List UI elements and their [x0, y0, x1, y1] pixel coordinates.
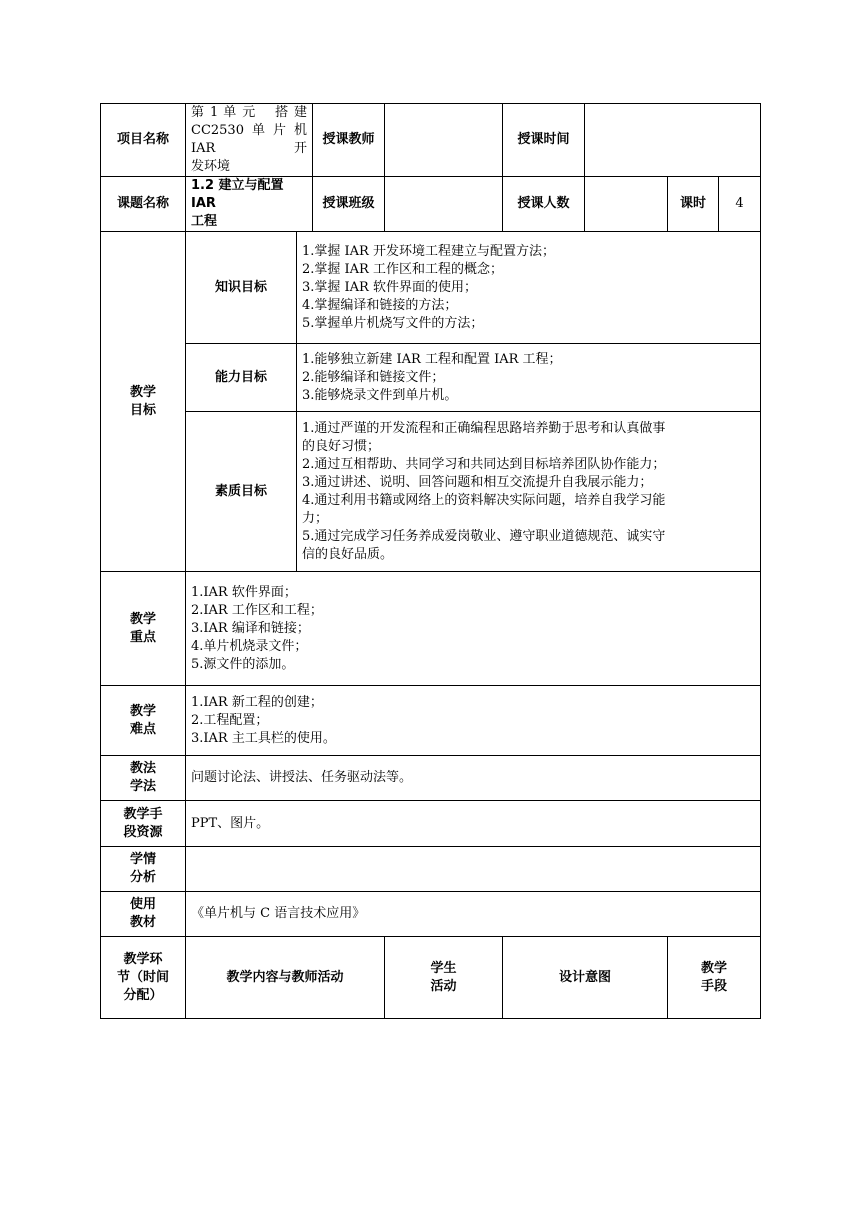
- list-item: 2.能够编译和链接文件；: [302, 369, 445, 385]
- goals-label: 教学 目标: [101, 232, 186, 572]
- quality-goal-label: 素质目标: [186, 412, 297, 572]
- time-label: 授课时间: [503, 104, 585, 177]
- topic-label: 课题名称: [101, 177, 186, 232]
- list-item: 3.IAR 主工具栏的使用。: [191, 730, 336, 746]
- time-value: [585, 104, 761, 177]
- teacher-label: 授课教师: [313, 104, 385, 177]
- resources-label: 教学手 段资源: [101, 801, 186, 847]
- knowledge-goal-label: 知识目标: [186, 232, 297, 344]
- textbook-label: 使用 教材: [101, 892, 186, 937]
- methods-value: 问题讨论法、讲授法、任务驱动法等。: [186, 756, 761, 801]
- list-item: 3.掌握 IAR 软件界面的使用；: [302, 279, 477, 295]
- analysis-value: [186, 847, 761, 892]
- topic-value: 1.2 建立与配置 IAR 工程: [186, 177, 313, 232]
- goal-ability-row: [101, 344, 761, 412]
- list-item: 5.源文件的添加。: [191, 656, 295, 672]
- key-points-list: [186, 572, 761, 686]
- resources-row: [101, 801, 761, 847]
- teacher-value: [385, 104, 503, 177]
- goal-knowledge-row: [101, 232, 761, 344]
- list-item: 5.掌握单片机烧写文件的方法；: [302, 315, 484, 331]
- count-value: [585, 177, 668, 232]
- class-value: [385, 177, 503, 232]
- hours-label: 课时: [668, 177, 719, 232]
- textbook-row: [101, 892, 761, 937]
- ability-goal-label: 能力目标: [186, 344, 297, 412]
- resources-value: PPT、图片。: [186, 801, 761, 847]
- list-item: 2.IAR 工作区和工程；: [191, 602, 323, 618]
- stage-header: 教学环 节（时间 分配）: [101, 937, 186, 1019]
- project-row: [101, 104, 761, 177]
- process-header-row: [101, 937, 761, 1019]
- topic-row: [101, 177, 761, 232]
- key-points-label: 教学 重点: [101, 572, 186, 686]
- list-item: 3.IAR 编译和链接；: [191, 620, 310, 636]
- quality-goal-list: 1.通过严谨的开发流程和正确编程思路培养勤于思考和认真做事 的良好习惯； 2.通过互相帮助、共同学习和共同达到目标培养团队协作能力； 3.通过讲述、说明、回答问题和相互交流提升自我展示能力； 4.通过利用书籍或网络上的资料解决实际问题，培养自我学习能 力； 5.通过完成学习任务养成爱岗敬业、遵守职业道德规范、诚实守 信的良好品质。: [297, 412, 761, 572]
- project-value: 第 1 单 元 搭 建 CC2530单片机IAR开 发环境: [186, 104, 313, 177]
- analysis-row: [101, 847, 761, 892]
- key-points-row: [101, 572, 761, 686]
- hours-value: 4: [719, 177, 761, 232]
- count-label: 授课人数: [503, 177, 585, 232]
- list-item: 1.IAR 新工程的创建；: [191, 694, 323, 710]
- list-item: 1.掌握 IAR 开发环境工程建立与配置方法；: [302, 243, 555, 259]
- class-label: 授课班级: [313, 177, 385, 232]
- student-activity-header: 学生 活动: [385, 937, 503, 1019]
- difficulties-label: 教学 难点: [101, 686, 186, 756]
- analysis-label: 学情 分析: [101, 847, 186, 892]
- difficulties-row: [101, 686, 761, 756]
- list-item: 1.IAR 软件界面；: [191, 584, 297, 600]
- goal-quality-row: [101, 412, 761, 572]
- lesson-plan-table: [100, 103, 761, 1019]
- difficulties-list: [186, 686, 761, 756]
- list-item: 1.能够独立新建 IAR 工程和配置 IAR 工程；: [302, 351, 562, 367]
- teaching-means-header: 教学 手段: [668, 937, 761, 1019]
- list-item: 2.掌握 IAR 工作区和工程的概念；: [302, 261, 503, 277]
- knowledge-goal-list: [297, 232, 761, 344]
- content-header: 教学内容与教师活动: [186, 937, 385, 1019]
- list-item: 4.单片机烧录文件；: [191, 638, 308, 654]
- design-intent-header: 设计意图: [503, 937, 668, 1019]
- ability-goal-list: [297, 344, 761, 412]
- methods-row: [101, 756, 761, 801]
- list-item: 2.工程配置；: [191, 712, 269, 728]
- textbook-value: 《单片机与 C 语言技术应用》: [186, 892, 761, 937]
- list-item: 4.掌握编译和链接的方法；: [302, 297, 458, 313]
- list-item: 3.能够烧录文件到单片机。: [302, 387, 458, 403]
- methods-label: 教法 学法: [101, 756, 186, 801]
- project-label: 项目名称: [101, 104, 186, 177]
